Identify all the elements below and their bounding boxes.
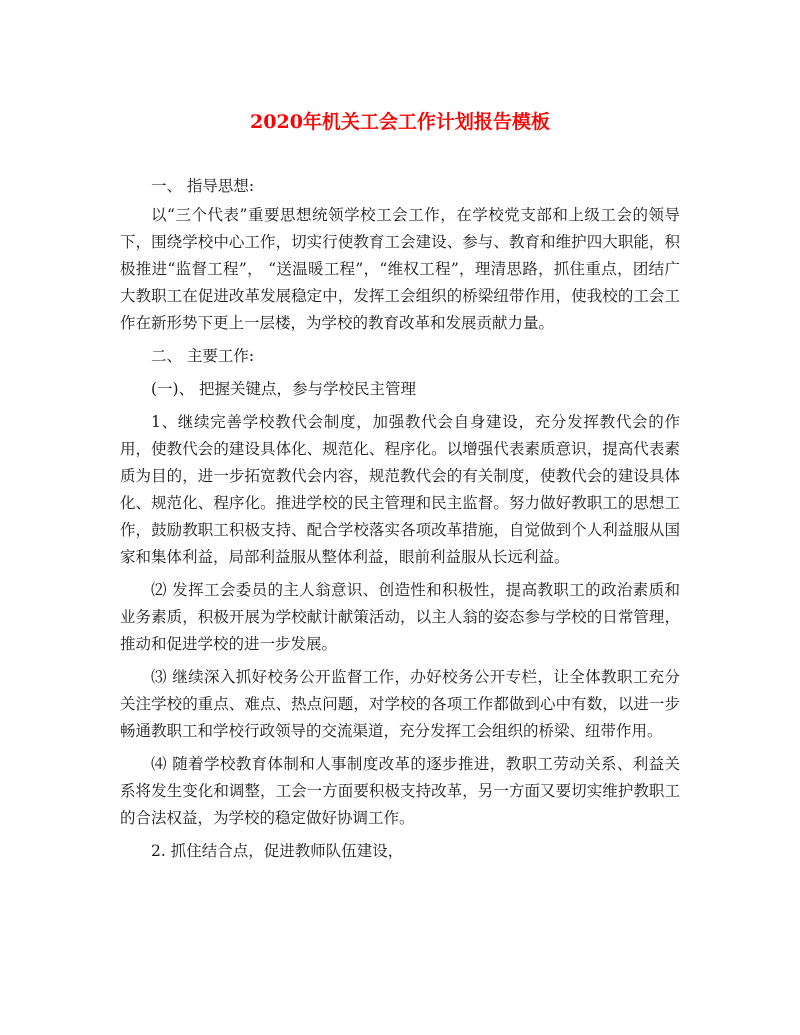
subsection-heading-key-point: (一)、 把握关键点，参与学校民主管理 [151,380,417,398]
section-heading-main-work: 二、 主要工作: [151,347,255,365]
document-title: 2020年机关工会工作计划报告模板 [250,111,550,133]
paragraph-item-1: 1、继续完善学校教代会制度，加强教代会自身建设，充分发挥教代会的作用，使教代会的建设具体化、规范化、程序化。以增强代表素质意识，提高代表素质为目的，进一步拓宽教代会内容，规范教代会的有关制度，使教代会的建设具体化、规范化、程序化。推进学校的民主管理和民主监督。努力做好教职工的思想工作，鼓励教职工积极支持、配合学校落实各项改革措施，自觉做到个人利益服从国家和集体利益，局部利益服从整体利益，眼前利益服从长远利益。 [120,413,680,566]
paragraph-guiding-ideology: 以“三个代表”重要思想统领学校工会工作，在学校党支部和上级工会的领导下，围绕学校中心工作，切实行使教育工会建设、参与、教育和维护四大职能，积极推进“监督工程”， “送温暖工程”，“维权工程”，理清思路，抓住重点，团结广大教职工在促进改革发展稳定中，发挥工会组织的桥梁纽带作用，使我校的工会工作在新形势下更上一层楼，为学校的教育改革和发展贡献力量。 [120,206,680,332]
paragraph-item-3: ⑶ 继续深入抓好校务公开监督工作，办好校务公开专栏，让全体教职工充分关注学校的重点、难点、热点问题，对学校的各项工作都做到心中有数，以进一步畅通教职工和学校行政领导的交流渠道，充分发挥工会组织的桥梁、纽带作用。 [120,668,680,740]
paragraph-section-2-heading: 2. 抓住结合点，促进教师队伍建设， [151,842,404,860]
document-body [120,173,680,865]
paragraph-item-2: ⑵ 发挥工会委员的主人翁意识、创造性和积极性，提高教职工的政治素质和业务素质，积极开展为学校献计献策活动，以主人翁的姿态参与学校的日常管理，推动和促进学校的进一步发展。 [120,581,680,653]
section-heading-guiding-ideology: 一、 指导思想: [151,177,255,195]
paragraph-item-4: ⑷ 随着学校教育体制和人事制度改革的逐步推进，教职工劳动关系、利益关系将发生变化和调整，工会一方面要积极支持改革，另一方面又要切实维护教职工的合法权益，为学校的稳定做好协调工作。 [120,755,680,827]
